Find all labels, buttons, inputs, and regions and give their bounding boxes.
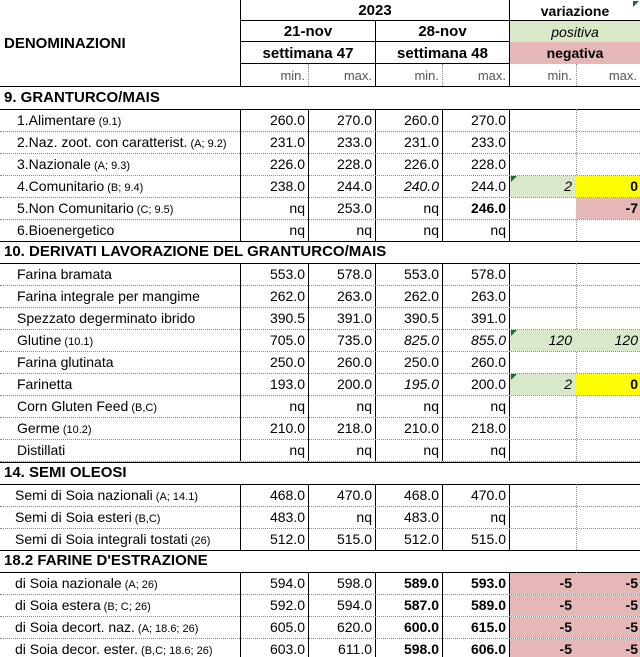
cell-w2max: nq — [490, 222, 506, 238]
section-title: 14. SEMI OLEOSI — [4, 464, 127, 481]
cell-w1max: 218.0 — [336, 420, 372, 436]
row-name: Semi di Soia integrali tostati — [15, 531, 188, 547]
cell-w2max: nq — [490, 442, 506, 458]
header-line — [0, 86, 640, 87]
cell-w1max: 598.0 — [336, 575, 372, 591]
cell-w1min: nq — [289, 442, 305, 458]
cell-vmin: 120 — [548, 332, 572, 348]
row-label — [15, 572, 158, 596]
negativa-label: negativa — [546, 45, 604, 61]
cell-w2min: nq — [423, 442, 439, 458]
row-name: 6.Bioenergetico — [17, 222, 115, 238]
cell-w2max: nq — [490, 398, 506, 414]
row-name: di Soia estera — [15, 597, 101, 613]
cell-w2min: 231.0 — [403, 134, 439, 150]
cell-w2min: nq — [423, 200, 439, 216]
row-label — [15, 594, 151, 618]
row-name: 1.Alimentare — [17, 112, 96, 128]
cell-w2max: 606.0 — [470, 641, 506, 657]
cell-w2max: 244.0 — [470, 178, 506, 194]
cell-vmin: 2 — [564, 178, 572, 194]
cell-w1max: 578.0 — [336, 266, 372, 282]
row-name: 5.Non Comunitario — [17, 200, 134, 216]
cell-w2max: 218.0 — [470, 420, 506, 436]
row-label — [15, 484, 198, 508]
cell-vmin: -5 — [559, 641, 572, 657]
row-label — [17, 329, 93, 353]
cell-w2max: 470.0 — [470, 487, 506, 503]
cell-vmax: 0 — [630, 178, 638, 194]
cell-w1max: 391.0 — [336, 310, 372, 326]
cell-w1min: 592.0 — [269, 597, 305, 613]
cell-w1max: 253.0 — [336, 200, 372, 216]
header-vline — [308, 64, 309, 86]
cell-w1min: 262.0 — [269, 288, 305, 304]
row-label — [17, 285, 200, 307]
cell-w2min: 262.0 — [403, 288, 439, 304]
cell-w1max: 735.0 — [336, 332, 372, 348]
column-line-dotted — [576, 484, 577, 550]
row-label — [17, 197, 173, 221]
date-28-nov: 28-nov — [418, 23, 467, 40]
cell-w2min: 553.0 — [403, 266, 439, 282]
cell-w2min: 512.0 — [403, 531, 439, 547]
cell-w2min: 390.5 — [403, 310, 439, 326]
cell-w1max: 594.0 — [336, 597, 372, 613]
cell-vmax: -5 — [625, 619, 638, 635]
cell-vmax: -5 — [625, 641, 638, 657]
year-header: 2023 — [358, 2, 392, 19]
cell-vmin: 2 — [564, 376, 572, 392]
cell-w2min: 587.0 — [403, 597, 439, 613]
cell-w2max: 589.0 — [470, 597, 506, 613]
row-label — [17, 307, 195, 329]
row-label — [17, 131, 227, 155]
col-max-w48: max. — [477, 68, 506, 83]
row-name: 2.Naz. zoot. con caratterist. — [17, 134, 188, 150]
cell-w1min: 231.0 — [269, 134, 305, 150]
header-vline — [442, 64, 443, 86]
cell-vmin: -5 — [559, 597, 572, 613]
cell-w1max: 263.0 — [336, 288, 372, 304]
row-name: Glutine — [17, 332, 62, 348]
row-name: di Soia decort. naz. — [15, 619, 135, 635]
section-top-line — [0, 241, 640, 242]
cell-w1max: 260.0 — [336, 354, 372, 370]
row-name: Semi di Soia esteri — [15, 509, 132, 525]
row-name: Germe — [17, 420, 60, 436]
row-name: Semi di Soia nazionali — [15, 487, 153, 503]
cell-w1max: nq — [356, 509, 372, 525]
cell-w1min: 605.0 — [269, 619, 305, 635]
week-47: settimana 47 — [262, 44, 354, 62]
cell-w1min: 483.0 — [269, 509, 305, 525]
positiva-label: positiva — [551, 23, 599, 40]
row-label — [17, 263, 112, 285]
row-ref: (A; 14.1) — [152, 491, 198, 503]
row-label — [17, 417, 92, 441]
row-label — [17, 175, 143, 199]
cell-w2max: 246.0 — [470, 200, 506, 216]
cell-w1max: nq — [356, 398, 372, 414]
row-label — [17, 351, 114, 373]
row-name: Farina bramata — [17, 266, 112, 282]
header-vline — [576, 64, 577, 86]
row-label — [17, 395, 157, 419]
cell-w1max: nq — [356, 222, 372, 238]
row-label — [15, 638, 213, 657]
cell-w2max: 615.0 — [470, 619, 506, 635]
row-name: 4.Comunitario — [17, 178, 105, 194]
cell-vmax: 0 — [630, 376, 638, 392]
cell-w1max: 515.0 — [336, 531, 372, 547]
cell-w1min: 250.0 — [269, 354, 305, 370]
row-ref: (B,C) — [131, 513, 161, 525]
section-title: 10. DERIVATI LAVORAZIONE DEL GRANTURCO/MAIS — [4, 243, 387, 260]
row-label — [17, 219, 114, 241]
cell-w1max: 611.0 — [338, 641, 372, 657]
cell-w2min: 589.0 — [403, 575, 439, 591]
row-name: di Soia nazionale — [15, 575, 122, 591]
section-top-line — [0, 550, 640, 551]
cell-vmax: -5 — [625, 575, 638, 591]
row-ref: (A; 18.6; 26) — [134, 623, 199, 635]
cell-w2min: nq — [423, 222, 439, 238]
cell-vmax: 120 — [614, 332, 638, 348]
cell-w2min: 240.0 — [403, 178, 439, 194]
denominazioni-header: DENOMINAZIONI — [4, 34, 126, 52]
cell-w2max: 578.0 — [470, 266, 506, 282]
cell-w1max: 200.0 — [336, 376, 372, 392]
cell-w2max: 515.0 — [470, 531, 506, 547]
row-ref: (A; 9.2) — [187, 138, 227, 150]
cell-w1max: 244.0 — [336, 178, 372, 194]
cell-w1min: 390.5 — [269, 310, 305, 326]
col-min-var: min. — [547, 68, 572, 83]
cell-w1max: 620.0 — [336, 619, 372, 635]
row-ref: (9.1) — [95, 116, 122, 128]
cell-vmax: -5 — [625, 597, 638, 613]
cell-w2max: 200.0 — [470, 376, 506, 392]
cell-w2max: 263.0 — [470, 288, 506, 304]
row-ref: (B,C; 18.6; 26) — [137, 645, 213, 657]
cell-w2max: 593.0 — [470, 575, 506, 591]
cell-w1min: 594.0 — [269, 575, 305, 591]
cell-w1min: nq — [289, 200, 305, 216]
cell-vmax: -7 — [625, 200, 638, 216]
row-ref: (10.2) — [59, 424, 92, 436]
row-label — [17, 109, 121, 133]
cell-vmin: -5 — [559, 619, 572, 635]
cell-w2min: 598.0 — [403, 641, 439, 657]
cell-w2max: 233.0 — [470, 134, 506, 150]
header-line — [241, 20, 640, 21]
column-line-dotted — [576, 263, 577, 461]
cell-w2max: 228.0 — [470, 156, 506, 172]
cell-w1max: nq — [356, 442, 372, 458]
week-48: settimana 48 — [397, 44, 488, 62]
row-ref: (B,C) — [128, 402, 158, 414]
cell-w1min: 705.0 — [269, 332, 305, 348]
row-name: di Soia decor. ester. — [15, 641, 138, 657]
cell-w1min: 260.0 — [269, 112, 305, 128]
row-ref: (26) — [187, 535, 211, 547]
row-label — [15, 616, 198, 640]
cell-w1min: nq — [289, 222, 305, 238]
comment-marker — [633, 1, 639, 7]
section-title: 18.2 FARINE D'ESTRAZIONE — [4, 552, 208, 569]
cell-vmin: -5 — [559, 575, 572, 591]
cell-w1min: 468.0 — [269, 487, 305, 503]
row-name: Farina glutinata — [17, 354, 114, 370]
cell-w1min: 553.0 — [269, 266, 305, 282]
cell-w1min: 210.0 — [269, 420, 305, 436]
col-min-w48: min. — [414, 68, 439, 83]
row-name: Corn Gluten Feed — [17, 398, 129, 414]
row-label — [17, 373, 72, 395]
section-title: 9. GRANTURCO/MAIS — [4, 89, 160, 106]
cell-w1min: 512.0 — [269, 531, 305, 547]
cell-w2min: 468.0 — [403, 487, 439, 503]
row-name: Spezzato degerminato ibrido — [17, 310, 196, 326]
cell-w1min: 226.0 — [269, 156, 305, 172]
row-ref: (A; 9.3) — [90, 160, 131, 172]
row-name: Farinetta — [17, 376, 73, 392]
header-vline — [375, 21, 376, 87]
cell-w1max: 470.0 — [336, 487, 372, 503]
variazione-header: variazione — [540, 2, 610, 19]
row-ref: (B; C; 26) — [100, 601, 151, 613]
row-ref: (10.1) — [61, 336, 94, 348]
cell-w2min: 825.0 — [403, 332, 439, 348]
cell-w2min: nq — [423, 398, 439, 414]
cell-w2max: 855.0 — [470, 332, 506, 348]
cell-w2max: nq — [490, 509, 506, 525]
cell-w2min: 195.0 — [403, 376, 439, 392]
cell-w1min: 603.0 — [269, 641, 305, 657]
cell-w2min: 483.0 — [403, 509, 439, 525]
header-vline — [509, 0, 510, 87]
col-max-var: max. — [608, 68, 637, 83]
cell-w2min: 250.0 — [403, 354, 439, 370]
row-label — [17, 439, 65, 461]
cell-w2min: 260.0 — [403, 112, 439, 128]
row-label — [17, 153, 130, 177]
row-ref: (A; 26) — [121, 579, 158, 591]
date-21-nov: 21-nov — [283, 23, 333, 40]
col-min-w47: min. — [280, 68, 305, 83]
row-ref: (B; 9.4) — [104, 182, 144, 194]
cell-w2max: 391.0 — [470, 310, 506, 326]
cell-w1max: 270.0 — [336, 112, 372, 128]
cell-w2max: 260.0 — [470, 354, 506, 370]
col-max-w47: max. — [343, 68, 372, 83]
cell-w2min: 210.0 — [403, 420, 439, 436]
row-name: 3.Nazionale — [17, 156, 91, 172]
cell-w1min: nq — [289, 398, 305, 414]
row-name: Distillati — [17, 442, 66, 458]
cell-w2min: 226.0 — [403, 156, 439, 172]
section-top-line — [0, 462, 640, 463]
cell-w2min: 600.0 — [403, 619, 439, 635]
cell-w2max: 270.0 — [470, 112, 506, 128]
row-ref: (C; 9.5) — [133, 204, 174, 216]
row-label — [15, 528, 210, 552]
header-vline — [240, 0, 241, 87]
cell-w1min: 238.0 — [269, 178, 305, 194]
cell-w1max: 228.0 — [336, 156, 372, 172]
cell-w1min: 193.0 — [269, 376, 305, 392]
row-name: Farina integrale per mangime — [17, 288, 200, 304]
cell-w1max: 233.0 — [336, 134, 372, 150]
row-label — [15, 506, 160, 530]
